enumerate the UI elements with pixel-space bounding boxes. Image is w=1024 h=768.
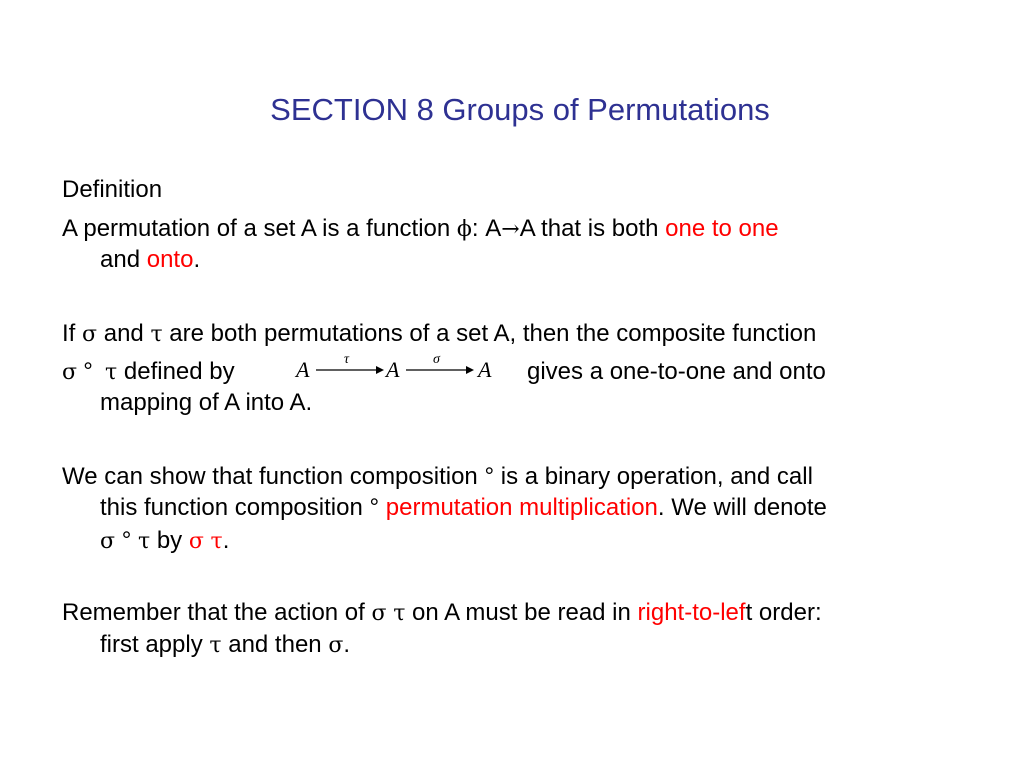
highlight-tau: τ [210,529,223,554]
tau-symbol: τ [137,529,151,554]
binary-text: . [222,527,230,554]
circ-symbol: ° [484,463,495,490]
definition-heading: Definition [62,176,163,203]
remember-text: . [343,631,351,658]
slide-title: SECTION 8 Groups of Permutations [270,92,770,127]
highlight-permutation-multiplication: permutation multiplication [385,494,658,521]
definition-text: : A [471,215,502,242]
remember-text: and then [221,631,329,658]
arrow-head [376,366,384,374]
tau-symbol: τ [105,360,118,385]
highlight-sigma: σ [188,529,204,554]
highlight-onto: onto [146,246,194,273]
circ-symbol: ° [83,358,93,385]
diagram-node-a3: A [478,357,492,382]
sigma-symbol: σ [371,601,387,626]
diagram-label-tau: τ [344,352,350,367]
remember-text: t order: [745,599,822,626]
tau-symbol: τ [209,633,222,658]
circ-symbol: ° [369,494,380,521]
binary-text: is a binary operation, and call [494,463,813,490]
tau-symbol: τ [150,322,163,347]
definition-text: . [193,246,201,273]
definition-text: and [100,246,147,273]
definition-text: A permutation of a set A is a function [62,215,457,242]
definition-line-1 [62,213,779,246]
composite-line-2b [527,356,826,388]
highlight-one-to-one: one to one [665,215,779,242]
sigma-symbol: σ [62,360,78,385]
tau-symbol: τ [393,601,406,626]
diagram-node-a1: A [296,357,310,382]
binary-line-1 [62,461,813,493]
remember-text: first apply [100,631,210,658]
binary-text: We can show that function composition [62,463,485,490]
phi-symbol: ϕ [456,217,472,242]
highlight-right-to-left: right-to-lef [637,599,746,626]
sigma-symbol: σ [100,529,116,554]
composition-diagram [294,352,514,388]
composite-text: gives a one-to-one and onto [527,358,826,385]
composite-text: and [97,320,151,347]
composite-text: If [62,320,83,347]
remember-text: Remember that the action of [62,599,372,626]
sigma-symbol: σ [82,322,98,347]
diagram-label-sigma: σ [433,352,440,367]
definition-line-2 [100,244,200,276]
binary-text: . We will denote [657,494,827,521]
composite-text: are both permutations of a set A, then the composite function [162,320,817,347]
binary-line-2 [100,492,827,524]
arrow-head [466,366,474,374]
remember-line-1 [62,597,822,630]
circ-symbol: ° [121,527,132,554]
binary-text: this function composition [100,494,370,521]
binary-line-3 [100,525,229,558]
binary-text: by [150,527,189,554]
composite-line-3: mapping of A into A. [100,389,313,416]
composite-line-1 [62,318,816,351]
composite-line-2 [62,356,235,389]
arrow-symbol: → [501,217,520,242]
composite-text: defined by [117,358,235,385]
remember-text: on A must be read in [405,599,638,626]
definition-text: A that is both [519,215,666,242]
composition-diagram-svg [294,352,514,388]
remember-line-2 [100,629,350,662]
diagram-node-a2: A [386,357,400,382]
sigma-symbol: σ [328,633,344,658]
